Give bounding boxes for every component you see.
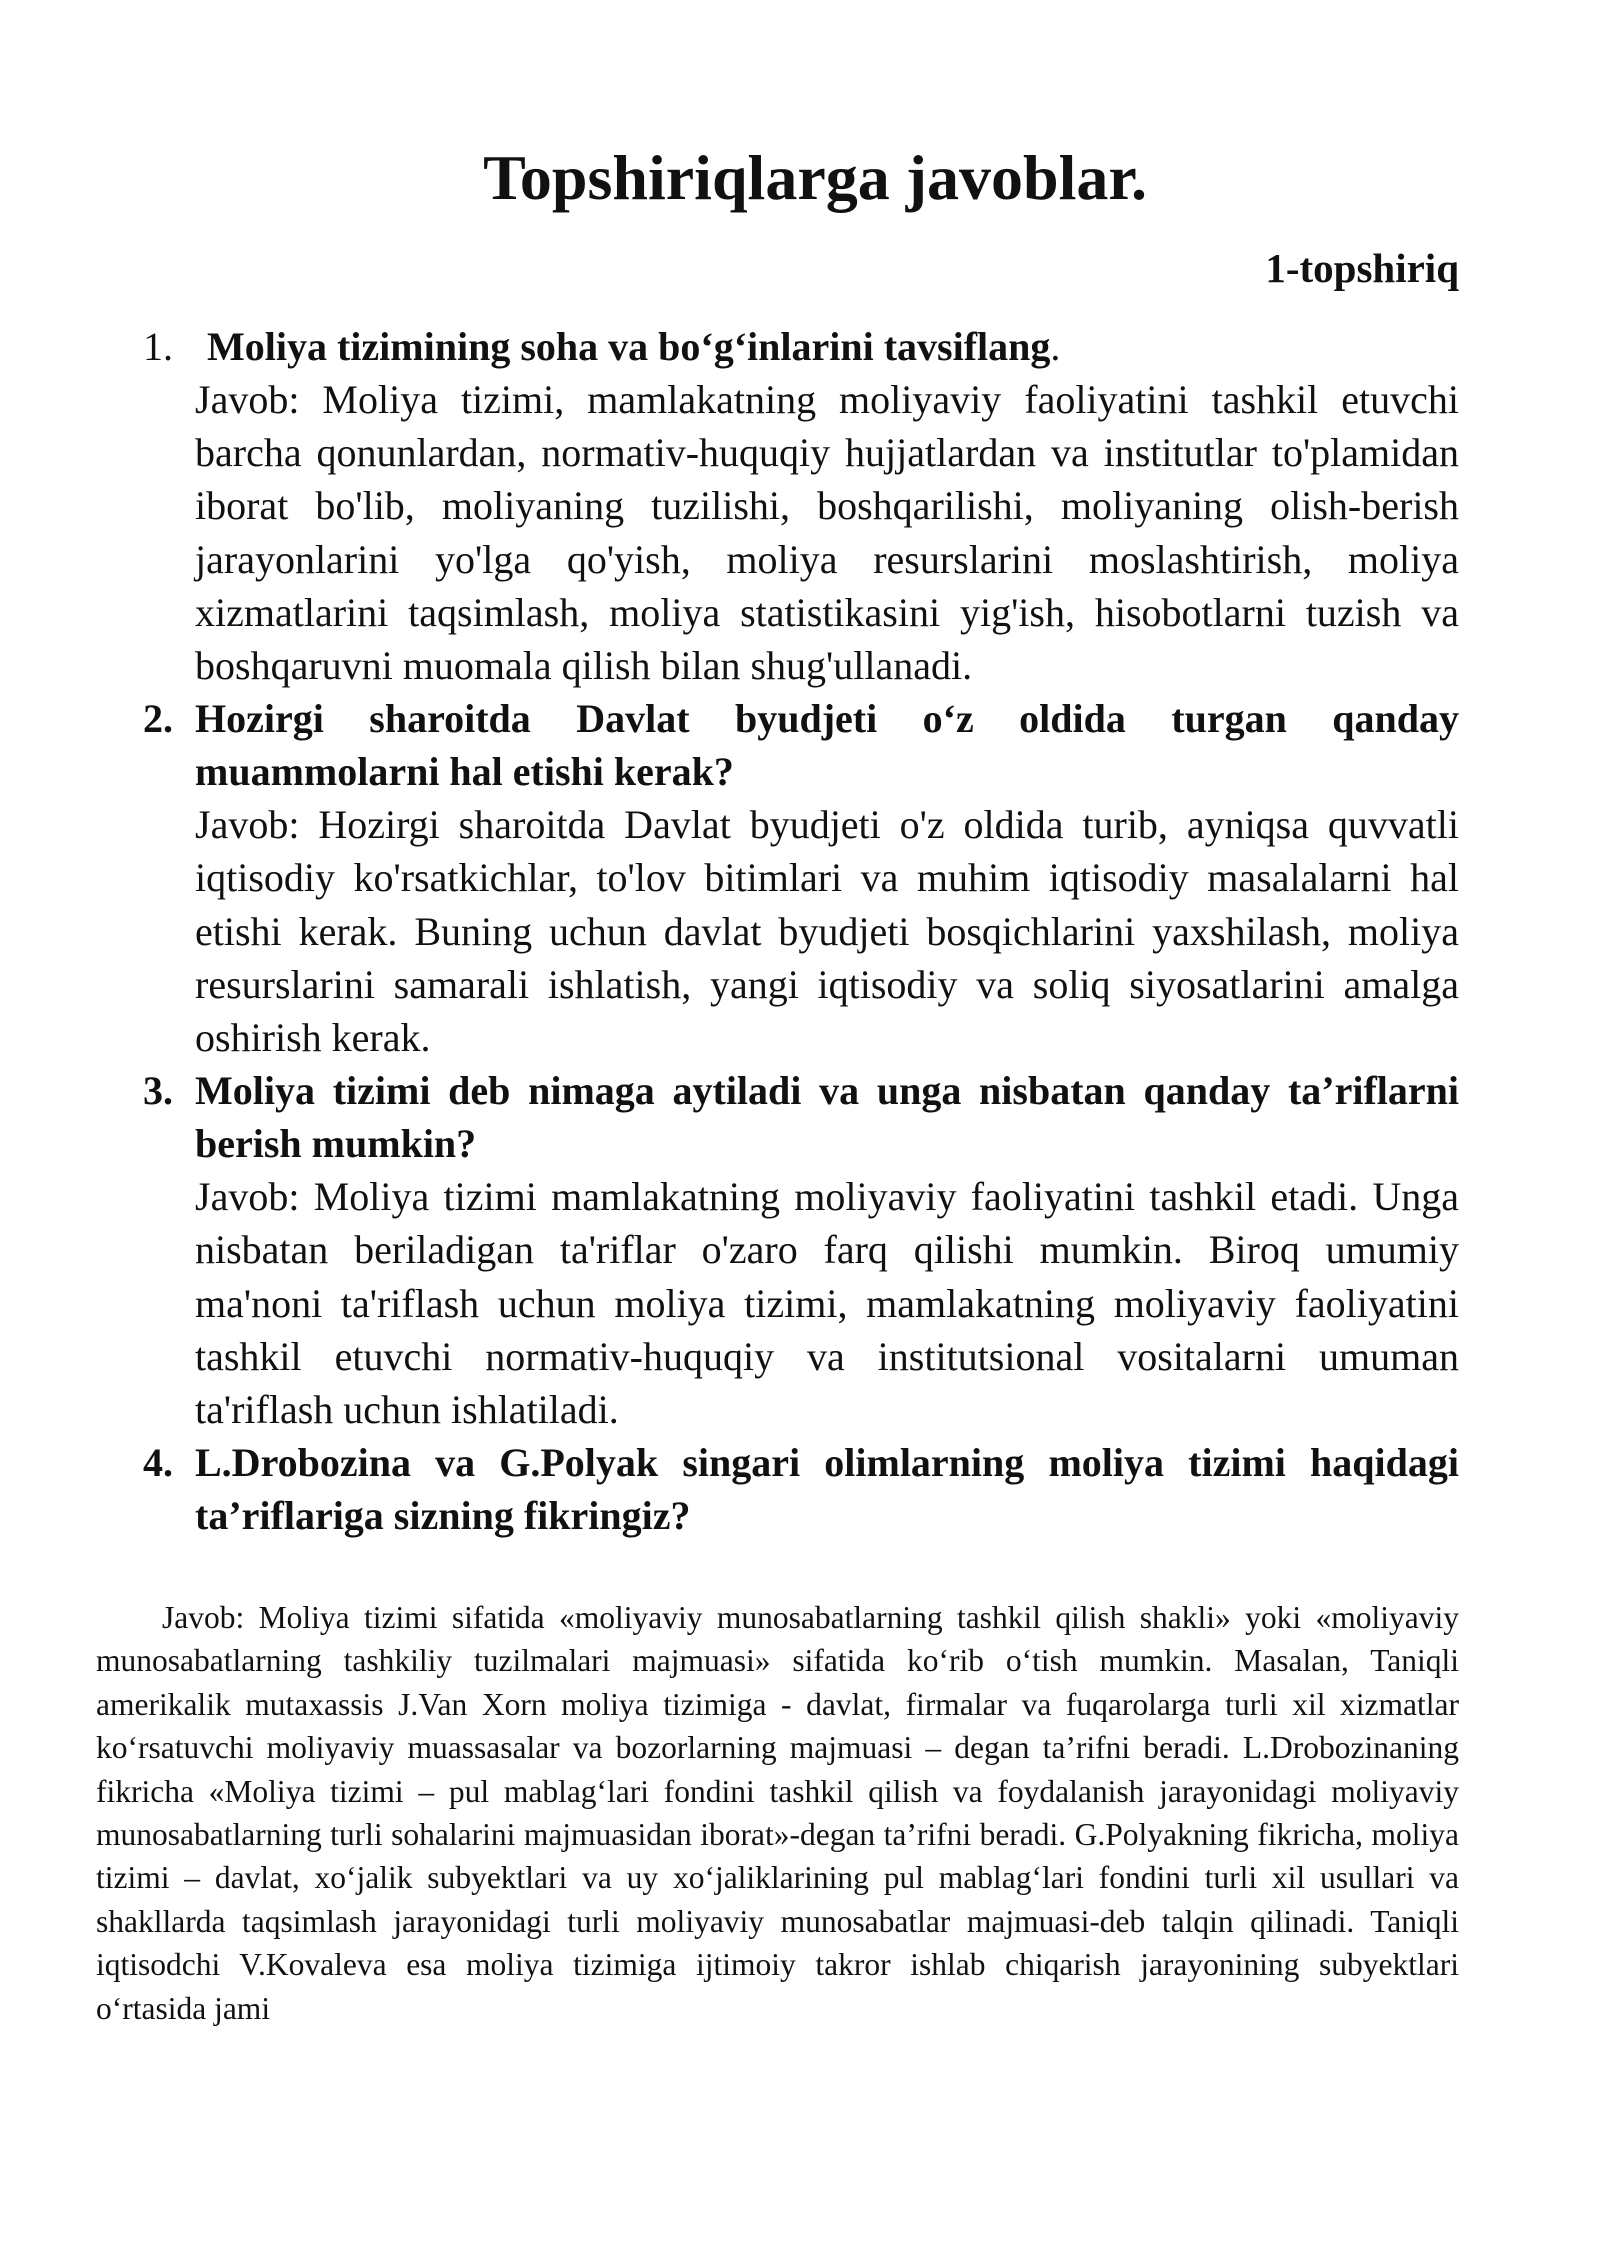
answer-text: Javob: Moliya tizimi, mamlakatning moliyaviy faoliyatini tashkil etuvchi barcha qonunlardan, normativ-huquqiy hujjatlardan va institutlar to'plamidan iborat bo'lib, moliyaning tuzilishi, boshqarilishi, moliyaning olish-berish jarayonlarini yo'lga qo'yish, moliya resurslarini moslashtirish, moliya xizmatlarini taqsimlash, moliya statistikasini yig'ish, hisobotlarni tuzish va boshqaruvni muomala qilish bilan shug'ullanadi. [195,377,1459,689]
question-suffix: . [1050,324,1061,369]
question-item-3 [143,1064,1459,1436]
question-text [195,320,1459,373]
question-text: Moliya tizimi deb nimaga aytiladi va unga nisbatan qanday ta’riflarni berish mumkin? [195,1068,1459,1167]
question-number: 1. [143,324,173,369]
answer-paragraph: Javob: Moliya tizimi sifatida «moliyaviy munosabatlarning tashkil qilish shakli» yoki «moliyaviy munosabatlarning tashkiliy tuzilmalari majmuasi» sifatida ko‘rib o‘tish mumkin. Masalan, Taniqli amerikalik mutaxassis J.Van Xorn moliya tizimiga - davlat, firmalar va fuqarolarga turli xil xizmatlar ko‘rsatuvchi moliyaviy muassasalar va bozorlarning majmuasi – degan ta’rifni beradi. L.Drobozinaning fikricha «Moliya tizimi – pul mablag‘lari fondini tashkil qilish va foydalanish jarayonidagi moliyaviy munosabatlarning turli sohalarini majmuasidan iborat»-degan ta’rifni beradi. G.Polyakning fikricha, moliya tizimi – davlat, xo‘jalik subyektlari va uy xo‘jaliklarining pul mablag‘lari fondini turli xil usullari va shakllarda taqsimlash jarayonidagi turli moliyaviy munosabatlar majmuasi-deb talqin qilinadi. Taniqli iqtisodchi V.Kovaleva esa moliya tizimiga ijtimoiy takror ishlab chiqarish jarayonining subyektlari o‘rtasida jami [96,1600,1459,2026]
question-item-1 [143,320,1459,692]
question-text: Hozirgi sharoitda Davlat byudjeti o‘z oldida turgan qanday muammolarni hal etishi kerak? [195,696,1459,795]
question-title: Moliya tizimining soha va bo‘g‘inlarini tavsiflang [207,324,1051,369]
question-list [143,320,1459,1542]
question-number: 4. [143,1440,173,1486]
answer-text: Javob: Moliya tizimi mamlakatning moliyaviy faoliyatini tashkil etadi. Unga nisbatan beriladigan ta'riflar o'zaro farq qilishi mumkin. Biroq umumiy ma'noni ta'riflash uchun moliya tizimi, mamlakatning moliyaviy faoliyatini tashkil etuvchi normativ-huquqiy va institutsional vositalarni umuman ta'riflash uchun ishlatiladi. [195,1174,1459,1433]
question-text: L.Drobozina va G.Polyak singari olimlarning moliya tizimi haqidagi ta’riflariga sizning fikringiz? [195,1440,1459,1539]
page-title: Topshiriqlarga javoblar. [483,142,1147,213]
section-label: 1-topshiriq [1265,245,1459,291]
question-number: 3. [143,1068,173,1114]
question-item-4 [143,1436,1459,1542]
question-item-2 [143,692,1459,1064]
answer-text: Javob: Hozirgi sharoitda Davlat byudjeti o'z oldida turib, ayniqsa quvvatli iqtisodiy ko'rsatkichlar, to'lov bitimlari va muhim iqtisodiy masalalarni hal etishi kerak. Buning uchun davlat byudjeti bosqichlarini yaxshilash, moliya resurslarini samarali ishlatish, yangi iqtisodiy va soliq siyosatlarini amalga oshirish kerak. [195,802,1459,1061]
question-number: 2. [143,696,173,742]
